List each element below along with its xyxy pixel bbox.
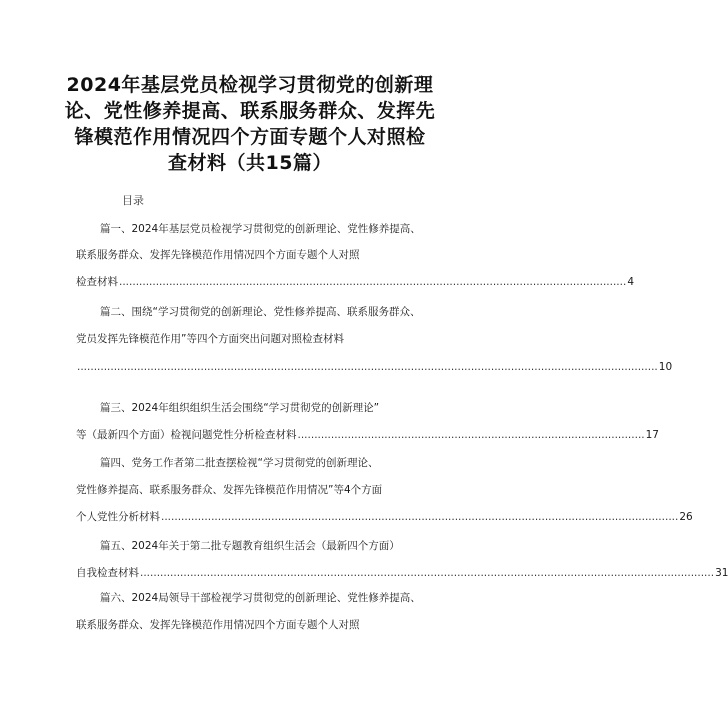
toc-entry-line: 党员发挥先锋模范作用”等四个方面突出问题对照检查材料 bbox=[76, 333, 344, 345]
toc-entry-line: 篇二、围绕“学习贯彻党的创新理论、党性修养提高、联系服务群众、 bbox=[100, 306, 421, 318]
toc-entry-line: 篇三、2024年组织组织生活会围绕“学习贯彻党的创新理论” bbox=[100, 402, 380, 414]
toc-entry-line: 篇五、2024年关于第二批专题教育组织生活会（最新四个方面） bbox=[100, 540, 400, 552]
page-number: 4 bbox=[627, 276, 635, 288]
leader-dots: .............................................................................................................................................................................. bbox=[77, 361, 658, 373]
toc-entry-line: 自我检查材料 bbox=[76, 567, 139, 579]
toc-entry-line: 等（最新四个方面）检视问题党性分析检查材料 bbox=[76, 429, 297, 441]
page-number: 10 bbox=[658, 361, 673, 373]
toc-entry-leader bbox=[76, 360, 673, 374]
title-line: 2024年基层党员检视学习贯彻党的创新理 bbox=[66, 74, 434, 96]
title-line: 论、党性修养提高、联系服务群众、发挥先 bbox=[64, 100, 436, 122]
page-number: 31 bbox=[715, 567, 728, 579]
page-number: 26 bbox=[679, 511, 693, 523]
page-number: 17 bbox=[645, 429, 659, 441]
toc-entry-line: 联系服务群众、发挥先锋模范作用情况四个方面专题个人对照 bbox=[76, 249, 360, 261]
leader-dots: ........................................................................................................................................................... bbox=[161, 511, 679, 523]
toc-entry-line: 检查材料 bbox=[76, 276, 118, 288]
toc-entry-line: 联系服务群众、发挥先锋模范作用情况四个方面专题个人对照 bbox=[76, 619, 360, 631]
toc-entry-line: 篇四、党务工作者第二批查摆检视“学习贯彻党的创新理论、 bbox=[100, 457, 379, 469]
toc-entry-line: 篇六、2024局领导干部检视学习贯彻党的创新理论、党性修养提高、 bbox=[100, 592, 421, 604]
document-title bbox=[60, 72, 440, 176]
leader-dots: ........................................................................................................................................................ bbox=[119, 276, 627, 288]
toc-heading: 目录 bbox=[122, 194, 144, 207]
toc-entry-leader bbox=[76, 428, 659, 442]
leader-dots: ........................................................................................................ bbox=[297, 429, 645, 441]
toc-entry-leader bbox=[76, 510, 693, 524]
leader-dots: ............................................................................................................................................................................ bbox=[140, 567, 715, 579]
title-line: 锋模范作用情况四个方面专题个人对照检 bbox=[74, 126, 426, 148]
toc-entry-line: 篇一、2024年基层党员检视学习贯彻党的创新理论、党性修养提高、 bbox=[100, 223, 421, 235]
toc-entry-line: 个人党性分析材料 bbox=[76, 511, 160, 523]
toc-entry-leader bbox=[76, 275, 635, 289]
toc-entry-leader bbox=[76, 566, 728, 580]
toc-entry-line: 党性修养提高、联系服务群众、发挥先锋模范作用情况”等4个方面 bbox=[76, 484, 383, 496]
title-line: 查材料（共15篇） bbox=[168, 152, 332, 174]
